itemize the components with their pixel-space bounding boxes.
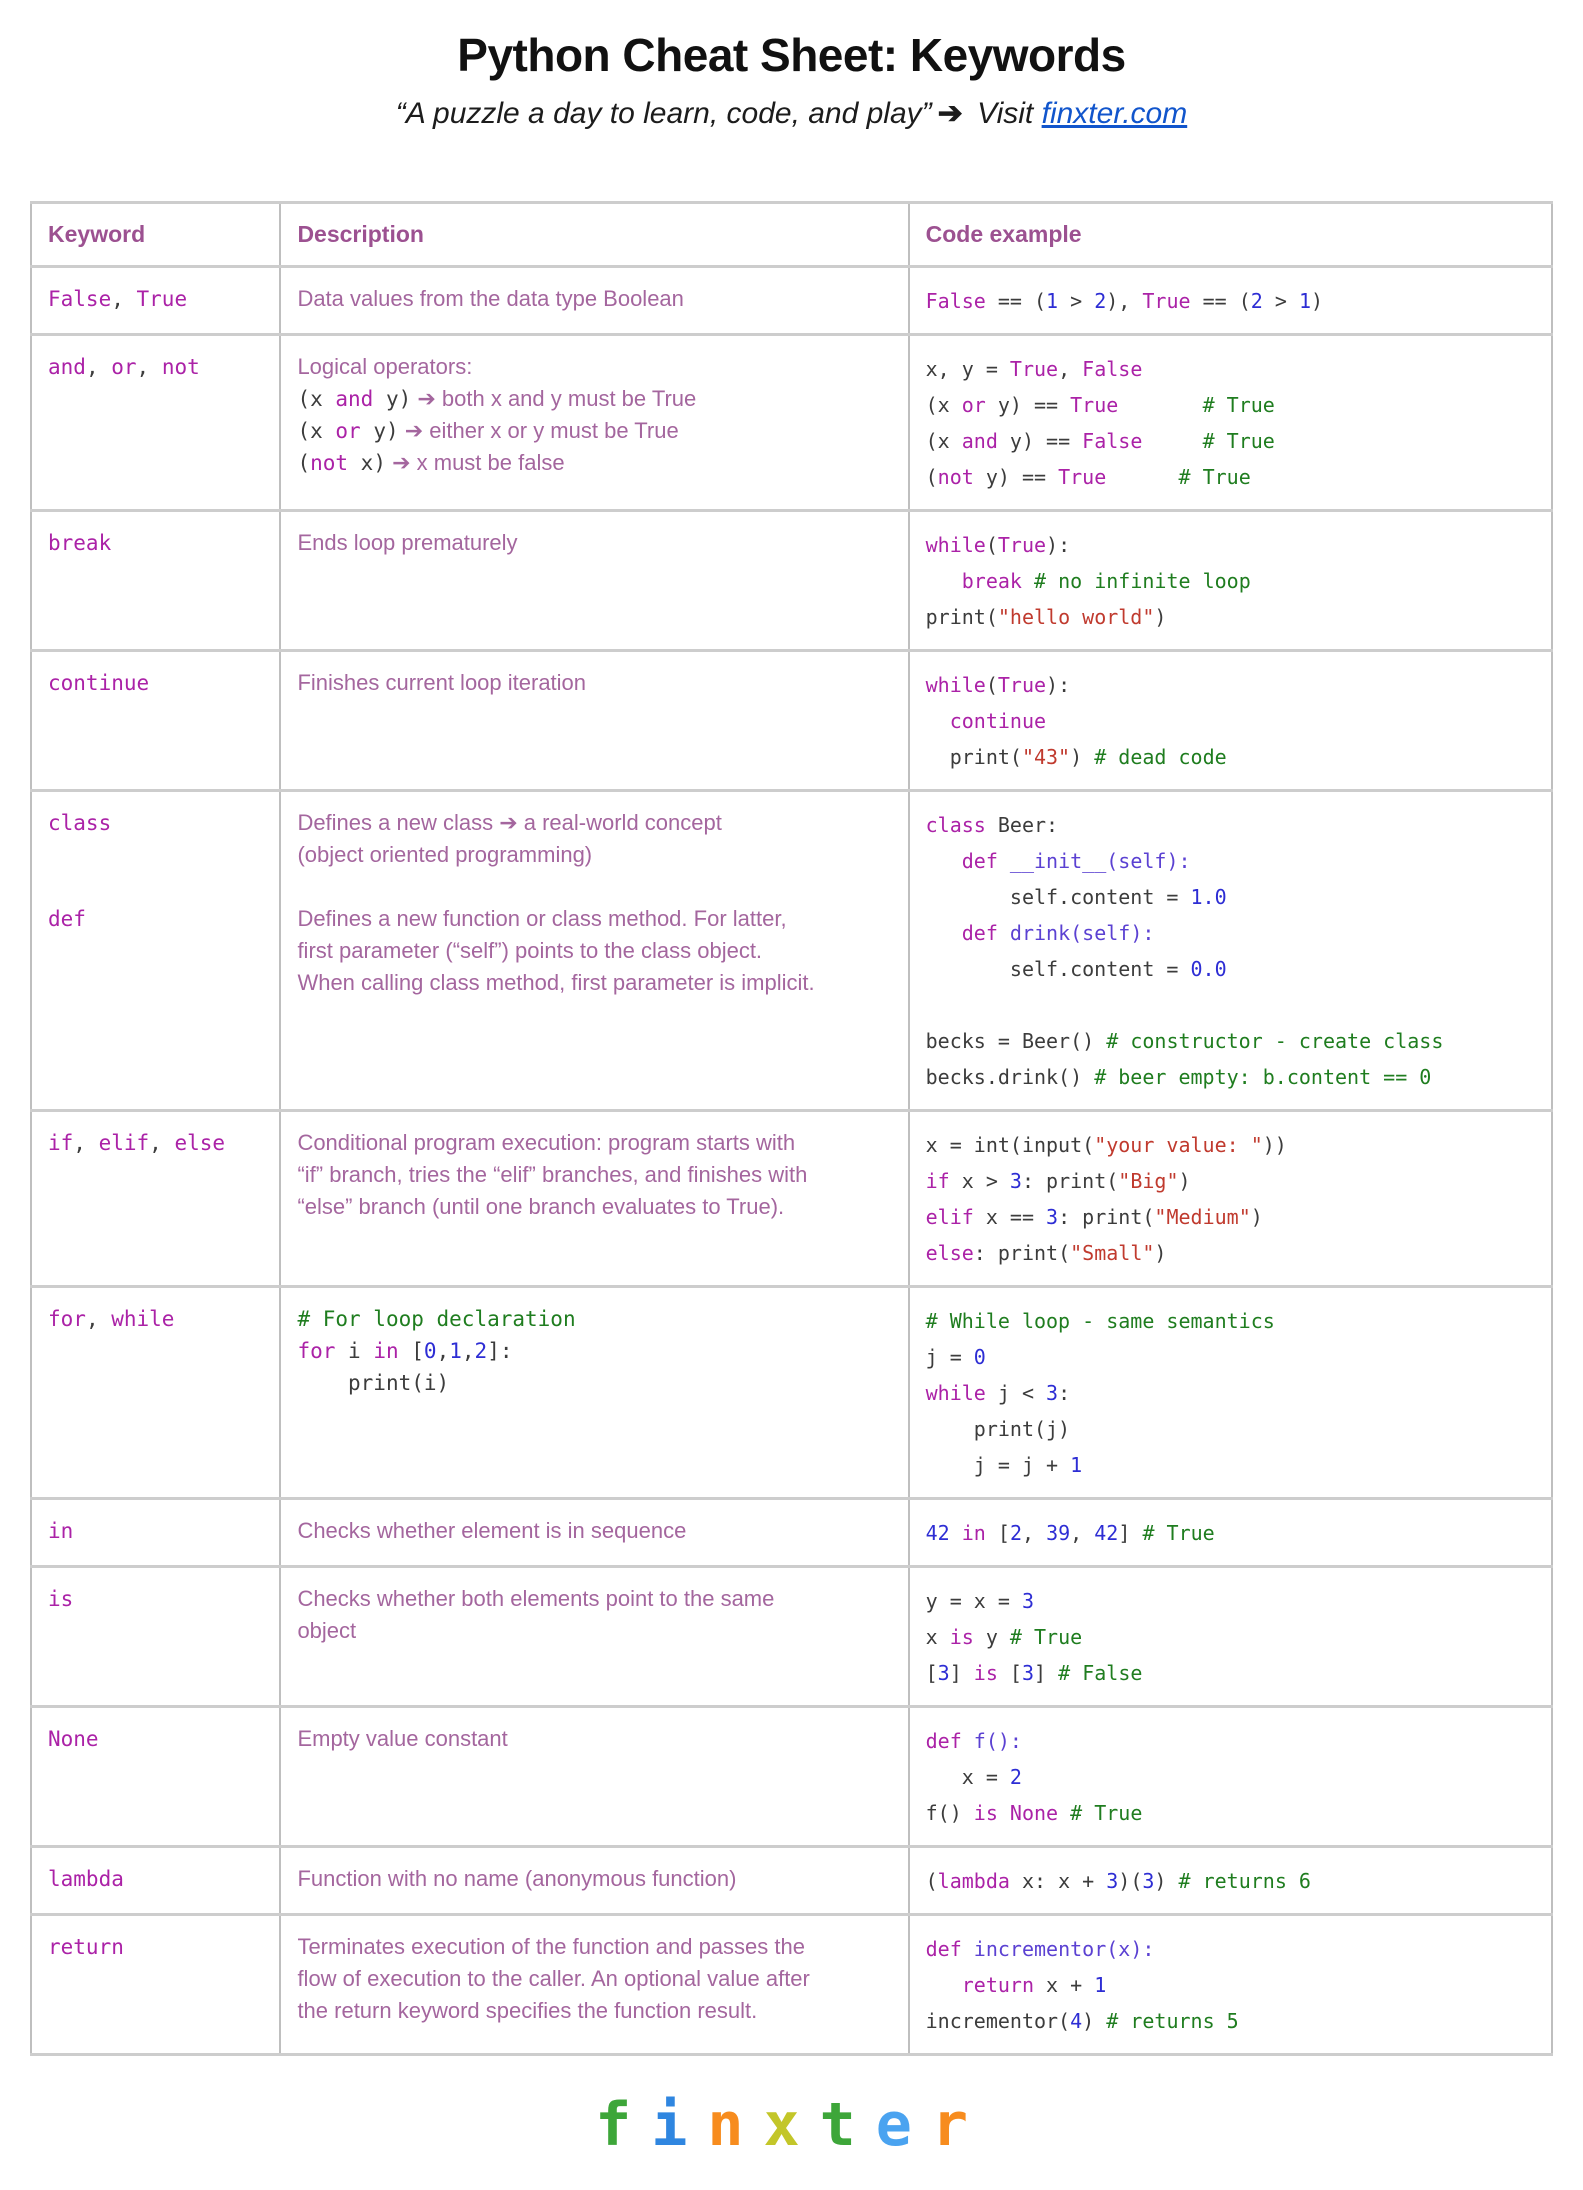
description-line: “if” branch, tries the “elif” branches, and finishes with: [297, 1162, 808, 1187]
keyword-cell: [31, 1567, 280, 1707]
description-cell: [280, 1111, 908, 1287]
description-cell: [280, 1499, 908, 1567]
code-line: self.content = 0.0: [925, 957, 1227, 981]
right-arrow-icon: ➔: [937, 97, 963, 130]
keyword-line: return: [48, 1935, 124, 1959]
description-line: the return keyword specifies the function result.: [297, 1998, 758, 2023]
keyword-line: lambda: [48, 1867, 124, 1891]
code-cell: [909, 651, 1552, 791]
code-line: else: print("Small"): [925, 1241, 1167, 1265]
keyword-line: if, elif, else: [48, 1131, 226, 1155]
code-line: if x > 3: print("Big"): [925, 1169, 1191, 1193]
code-line: def incrementor(x):: [925, 1937, 1155, 1961]
logo-letter: t: [819, 2090, 876, 2160]
code-cell: [909, 1707, 1552, 1847]
table-row: [31, 511, 1552, 651]
keyword-cell: [31, 1499, 280, 1567]
logo-letter: x: [763, 2090, 820, 2160]
description-cell: [280, 791, 908, 1111]
keyword-line: False, True: [48, 287, 188, 311]
finxter-link[interactable]: finxter.com: [1041, 97, 1188, 130]
table-body: [31, 267, 1552, 2055]
logo-letter: i: [651, 2090, 708, 2160]
table-row: [31, 1287, 1552, 1499]
code-line: incrementor(4) # returns 5: [925, 2009, 1239, 2033]
code-line: x, y = True, False: [925, 357, 1143, 381]
keyword-cell: [31, 1915, 280, 2055]
code-line: self.content = 1.0: [925, 885, 1227, 909]
column-header-code-example: Code example: [909, 203, 1552, 267]
description-line: Function with no name (anonymous function): [297, 1866, 737, 1891]
code-line: becks = Beer() # constructor - create class: [925, 1029, 1444, 1053]
table-row: [31, 1111, 1552, 1287]
description-line: (x or y) ➔ either x or y must be True: [297, 418, 679, 443]
finxter-logo: [30, 2090, 1553, 2160]
keyword-line: and, or, not: [48, 355, 200, 379]
subtitle-visit-text: Visit: [968, 97, 1042, 130]
code-line: (x or y) == True # True: [925, 393, 1275, 417]
code-line: False == (1 > 2), True == (2 > 1): [925, 289, 1324, 313]
description-cell: [280, 335, 908, 511]
keyword-cell: [31, 1111, 280, 1287]
keyword-line: def: [48, 907, 86, 931]
description-cell: [280, 267, 908, 335]
description-cell: [280, 1915, 908, 2055]
page-title: Python Cheat Sheet: Keywords: [457, 29, 1126, 81]
keyword-line: break: [48, 531, 112, 555]
table-row: [31, 335, 1552, 511]
table-row: [31, 1915, 1552, 2055]
code-cell: [909, 1111, 1552, 1287]
description-line: [297, 871, 893, 903]
description-line: # For loop declaration: [297, 1307, 576, 1331]
code-line: becks.drink() # beer empty: b.content == 0: [925, 1065, 1432, 1089]
keyword-line: in: [48, 1519, 74, 1543]
logo-letter: e: [875, 2090, 932, 2160]
keyword-cell: [31, 1847, 280, 1915]
description-line: Conditional program execution: program starts with: [297, 1130, 796, 1155]
code-line: x = 2: [925, 1765, 1022, 1789]
description-line: Finishes current loop iteration: [297, 670, 587, 695]
code-line: (lambda x: x + 3)(3) # returns 6: [925, 1869, 1311, 1893]
description-line: Data values from the data type Boolean: [297, 286, 684, 311]
keyword-cell: [31, 1707, 280, 1847]
description-line: Checks whether element is in sequence: [297, 1518, 687, 1543]
logo-letter: r: [931, 2090, 988, 2160]
code-line: x is y # True: [925, 1625, 1083, 1649]
description-cell: [280, 651, 908, 791]
table-row: [31, 651, 1552, 791]
code-line: x = int(input("your value: ")): [925, 1133, 1287, 1157]
description-line: Checks whether both elements point to the same: [297, 1586, 775, 1611]
code-line: continue: [949, 709, 1047, 733]
table-row: [31, 267, 1552, 335]
description-line: Defines a new class ➔ a real-world concept: [297, 810, 722, 835]
description-line: print(i): [297, 1371, 450, 1395]
code-cell: [909, 791, 1552, 1111]
description-line: object: [297, 1618, 357, 1643]
description-cell: [280, 1847, 908, 1915]
table-header-row: [31, 203, 1552, 267]
code-cell: [909, 1499, 1552, 1567]
description-line: Ends loop prematurely: [297, 530, 518, 555]
code-line: return x + 1: [961, 1973, 1107, 1997]
code-line: [3] is [3] # False: [925, 1661, 1143, 1685]
column-header-description: Description: [280, 203, 908, 267]
keyword-line: None: [48, 1727, 99, 1751]
keyword-line: [48, 839, 265, 871]
page-subtitle: [30, 96, 1553, 131]
keywords-table: [30, 201, 1553, 2056]
keyword-line: for, while: [48, 1307, 175, 1331]
code-cell: [909, 1567, 1552, 1707]
subtitle-quote: “A puzzle a day to learn, code, and play”: [395, 97, 932, 130]
description-line: (not x) ➔ x must be false: [297, 450, 565, 475]
keyword-cell: [31, 267, 280, 335]
keyword-line: class: [48, 811, 112, 835]
code-line: (x and y) == False # True: [925, 429, 1275, 453]
keyword-line: is: [48, 1587, 74, 1611]
description-line: Logical operators:: [297, 354, 473, 379]
table-row: [31, 1499, 1552, 1567]
keyword-cell: [31, 791, 280, 1111]
description-line: Empty value constant: [297, 1726, 508, 1751]
keyword-line: [48, 871, 265, 903]
logo-letter: f: [595, 2090, 652, 2160]
description-cell: [280, 1707, 908, 1847]
keyword-cell: [31, 651, 280, 791]
code-line: def drink(self):: [961, 921, 1155, 945]
code-line: while j < 3:: [925, 1381, 1071, 1405]
code-line: # While loop - same semantics: [925, 1309, 1275, 1333]
code-line: j = j + 1: [925, 1453, 1083, 1477]
code-cell: [909, 1915, 1552, 2055]
description-line: (object oriented programming): [297, 842, 593, 867]
code-line: y = x = 3: [925, 1589, 1034, 1613]
code-line: [926, 987, 1537, 1023]
code-line: print(j): [925, 1417, 1071, 1441]
keyword-line: continue: [48, 671, 150, 695]
code-cell: [909, 511, 1552, 651]
code-cell: [909, 335, 1552, 511]
code-cell: [909, 1287, 1552, 1499]
code-line: def f():: [925, 1729, 1022, 1753]
description-line: flow of execution to the caller. An optional value after: [297, 1966, 810, 1991]
code-line: def __init__(self):: [961, 849, 1191, 873]
description-cell: [280, 1287, 908, 1499]
description-line: When calling class method, first parameter is implicit.: [297, 970, 815, 995]
table-row: [31, 1847, 1552, 1915]
table-row: [31, 1707, 1552, 1847]
keyword-cell: [31, 1287, 280, 1499]
code-line: 42 in [2, 39, 42] # True: [925, 1521, 1215, 1545]
column-header-keyword: Keyword: [31, 203, 280, 267]
code-line: j = 0: [925, 1345, 986, 1369]
code-line: class Beer:: [925, 813, 1059, 837]
table-row: [31, 1567, 1552, 1707]
code-line: print("hello world"): [925, 605, 1167, 629]
code-cell: [909, 267, 1552, 335]
code-cell: [909, 1847, 1552, 1915]
table-row: [31, 791, 1552, 1111]
logo-letter: n: [707, 2090, 764, 2160]
code-line: print("43") # dead code: [925, 745, 1227, 769]
description-line: “else” branch (until one branch evaluates to True).: [297, 1194, 785, 1219]
keyword-cell: [31, 335, 280, 511]
code-line: while(True):: [925, 533, 1071, 557]
code-line: while(True):: [925, 673, 1071, 697]
code-line: break # no infinite loop: [961, 569, 1251, 593]
description-cell: [280, 511, 908, 651]
description-line: Terminates execution of the function and passes the: [297, 1934, 805, 1959]
description-line: first parameter (“self”) points to the class object.: [297, 938, 763, 963]
keyword-cell: [31, 511, 280, 651]
description-line: (x and y) ➔ both x and y must be True: [297, 386, 697, 411]
description-cell: [280, 1567, 908, 1707]
code-line: elif x == 3: print("Medium"): [925, 1205, 1263, 1229]
code-line: f() is None # True: [925, 1801, 1143, 1825]
description-line: Defines a new function or class method. For latter,: [297, 906, 787, 931]
description-line: for i in [0,1,2]:: [297, 1339, 513, 1363]
code-line: (not y) == True # True: [925, 465, 1251, 489]
